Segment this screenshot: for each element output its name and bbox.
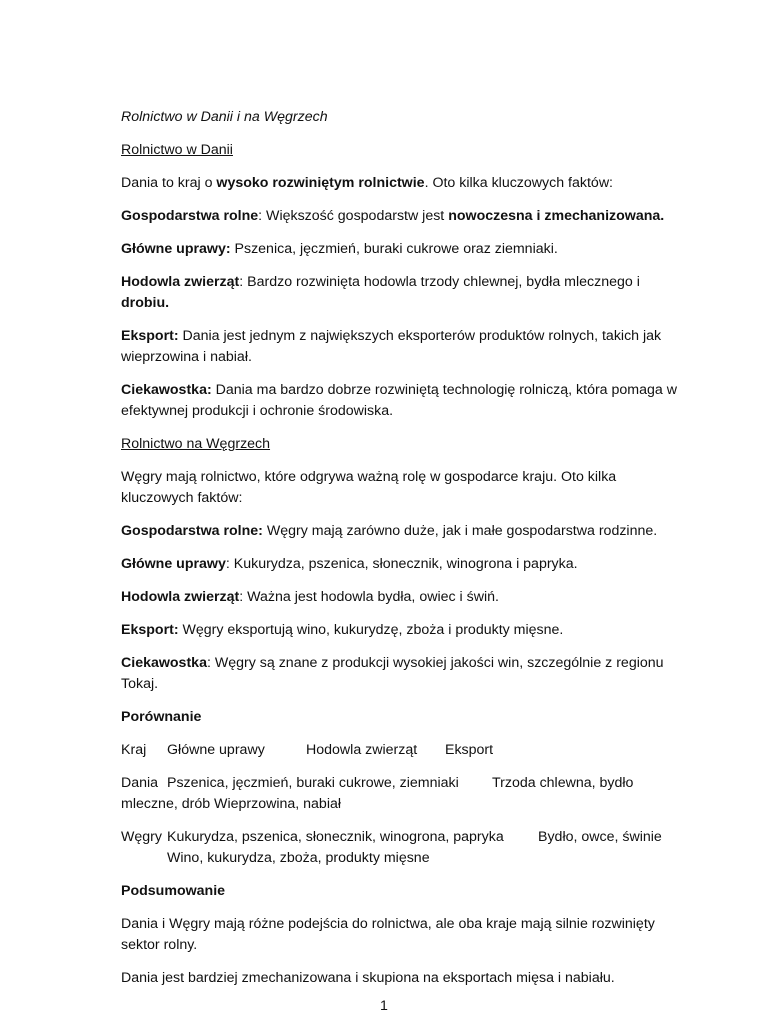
row-line	[121, 773, 681, 794]
label: Ciekawostka:	[121, 382, 212, 398]
paragraph-hu-intro: Węgry mają rolnictwo, które odgrywa ważną rolę w gospodarce kraju. Oto kilka kluczowych faktów:	[121, 469, 617, 506]
paragraph-dk-export	[121, 326, 681, 368]
label: Gospodarstwa rolne:	[121, 523, 263, 539]
text: . Oto kilka kluczowych faktów:	[424, 175, 614, 191]
cell-crops: Kukurydza, pszenica, słonecznik, winogrona, papryka	[167, 829, 504, 845]
summary-paragraph-1: Dania i Węgry mają różne podejścia do rolnictwa, ale oba kraje mają silnie rozwinięty sektor rolny.	[121, 916, 655, 953]
text: Dania ma bardzo dobrze rozwiniętą technologię rolniczą, która pomaga w efektywnej produkcji i ochronie środowiska.	[121, 382, 677, 419]
paragraph-hu-crops	[121, 554, 681, 575]
label: Hodowla zwierząt	[121, 274, 240, 290]
row-line	[121, 827, 681, 848]
paragraph-dk-farms	[121, 206, 681, 227]
text: Pszenica, jęczmień, buraki cukrowe oraz ziemniaki.	[230, 241, 558, 257]
label: Eksport:	[121, 622, 179, 638]
cell-export: Wino, kukurydza, zboża, produkty mięsne	[167, 850, 430, 866]
cell-livestock: Bydło, owce, świnie	[538, 829, 662, 845]
text: : Ważna jest hodowla bydła, owiec i świń.	[239, 589, 499, 605]
heading-text: Podsumowanie	[121, 883, 226, 899]
paragraph-dk-livestock	[121, 272, 681, 314]
cell-crops: Pszenica, jęczmień, buraki cukrowe, ziemniaki	[167, 775, 459, 791]
document-page	[121, 107, 681, 1001]
paragraph-dk-crops	[121, 239, 681, 260]
cell-livestock: Trzoda chlewna, bydło	[492, 775, 634, 791]
cell-country: Dania	[121, 775, 159, 791]
text: : Węgry są znane z produkcji wysokiej jakości win, szczególnie z regionu Tokaj.	[121, 655, 664, 692]
text: : Większość gospodarstw jest	[258, 208, 449, 224]
text: : Kukurydza, pszenica, słonecznik, winogrona i papryka.	[225, 556, 578, 572]
paragraph-hu-livestock	[121, 587, 681, 608]
heading-text: Porównanie	[121, 709, 202, 725]
label: Eksport:	[121, 328, 179, 344]
document-title: Rolnictwo w Danii i na Węgrzech	[121, 109, 328, 125]
summary-heading	[121, 881, 681, 902]
paragraph-hu-fact	[121, 653, 681, 695]
paragraph-dk-intro	[121, 173, 681, 194]
column-header-livestock: Hodowla zwierząt	[306, 742, 418, 758]
cell-continuation: mleczne, drób Wieprzowina, nabiał	[121, 796, 342, 812]
text: Dania to kraj o	[121, 175, 217, 191]
column-header-country: Kraj	[121, 742, 147, 758]
label: Ciekawostka	[121, 655, 207, 671]
text: Węgry eksportują wino, kukurydzę, zboża i produkty mięsne.	[178, 622, 564, 638]
text: : Bardzo rozwinięta hodowla trzody chlewnej, bydła mlecznego i	[239, 274, 640, 290]
column-header-crops: Główne uprawy	[167, 742, 265, 758]
paragraph-dk-fact	[121, 380, 681, 422]
text: Dania jest jednym z największych eksporterów produktów rolnych, takich jak wieprzowina i nabiał.	[121, 328, 662, 365]
comparison-row-denmark	[121, 773, 681, 815]
section-heading-denmark: Rolnictwo w Danii	[121, 142, 233, 158]
bold-text: nowoczesna i zmechanizowana.	[448, 208, 665, 224]
cell-country: Węgry	[121, 829, 162, 845]
bold-text: drobiu.	[121, 295, 170, 311]
label: Gospodarstwa rolne	[121, 208, 259, 224]
comparison-row-hungary	[121, 827, 681, 869]
bold-text: wysoko rozwiniętym rolnictwie	[216, 175, 425, 191]
section-heading-hungary: Rolnictwo na Węgrzech	[121, 436, 271, 452]
paragraph-hu-farms	[121, 521, 681, 542]
label: Główne uprawy	[121, 556, 226, 572]
label: Główne uprawy:	[121, 241, 231, 257]
column-header-export: Eksport	[445, 742, 494, 758]
comparison-heading	[121, 707, 681, 728]
text: Węgry mają zarówno duże, jak i małe gospodarstwa rodzinne.	[262, 523, 658, 539]
summary-paragraph-2: Dania jest bardziej zmechanizowana i skupiona na eksportach mięsa i nabiału.	[121, 970, 615, 986]
page-number: 1	[380, 998, 388, 1014]
comparison-header-row	[121, 740, 681, 761]
paragraph-hu-export	[121, 620, 681, 641]
label: Hodowla zwierząt	[121, 589, 240, 605]
